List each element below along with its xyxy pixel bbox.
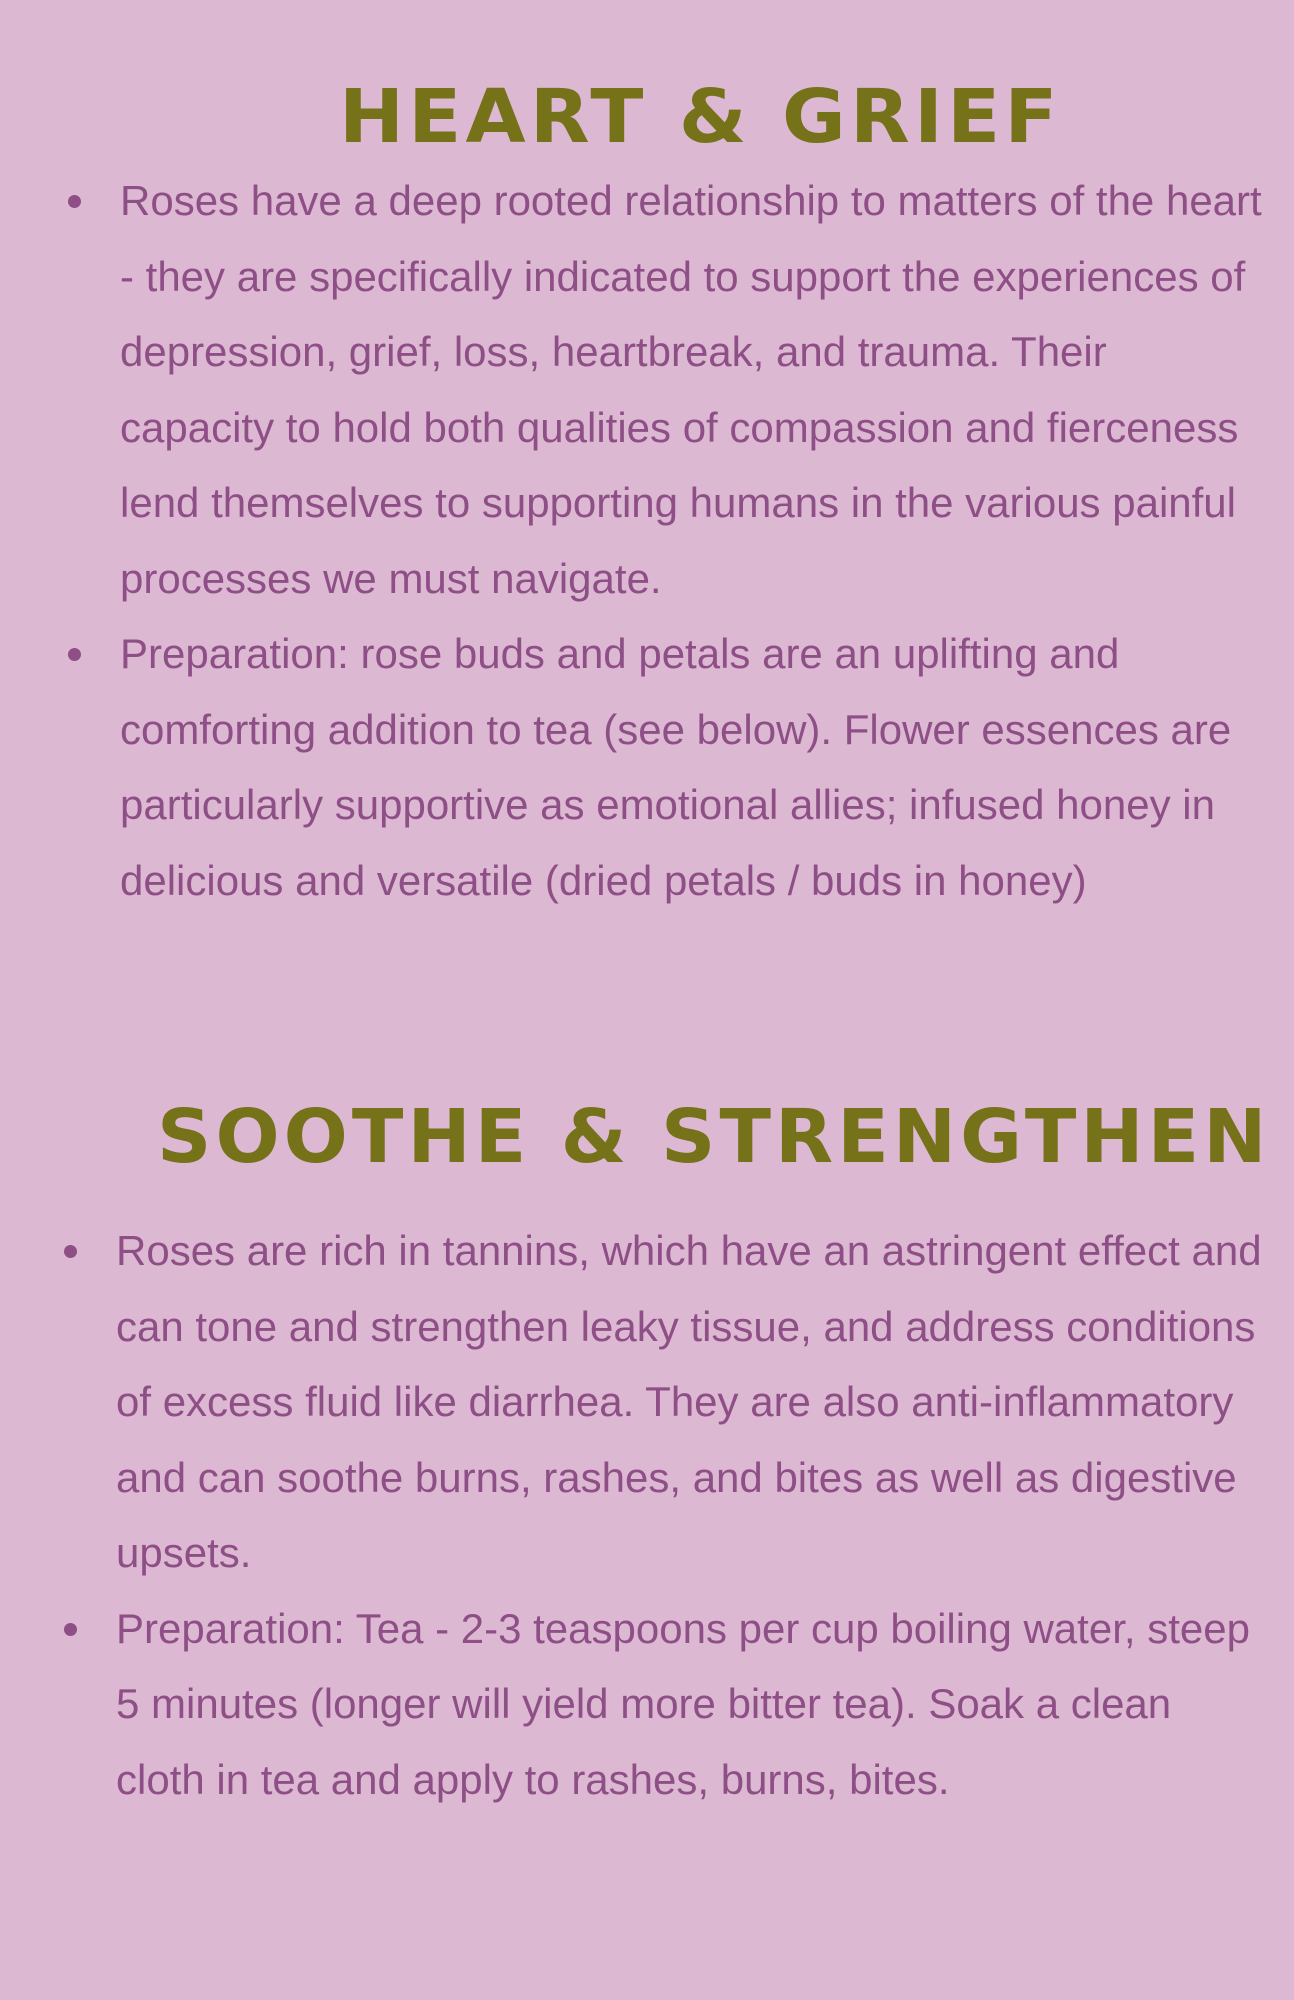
list-item bbox=[62, 163, 1267, 616]
list-item bbox=[62, 616, 1267, 918]
bullet-icon bbox=[64, 1245, 77, 1258]
heart-grief-list bbox=[62, 163, 1267, 918]
bullet-icon bbox=[64, 1623, 77, 1636]
bullet-text: Roses have a deep rooted relationship to matters of the heart - they are specifically indicated to support the experiences of depression, grief, loss, heartbreak, and trauma. Their capacity to hold both qualities of compassion and fierceness lend themselves to supporting humans in the various painful processes we must navigate. bbox=[120, 177, 1262, 602]
bullet-text: Preparation: Tea - 2-3 teaspoons per cup boiling water, steep 5 minutes (longer will yield more bitter tea). Soak a clean cloth in tea and apply to rashes, burns, bites. bbox=[116, 1604, 1250, 1803]
bullet-icon bbox=[68, 195, 81, 208]
list-item bbox=[58, 1213, 1268, 1591]
bullet-icon bbox=[68, 648, 81, 661]
bullet-text: Roses are rich in tannins, which have an astringent effect and can tone and strengthen leaky tissue, and address conditions of excess fluid like diarrhea. They are also anti-inflammatory and can soothe burns, rashes, and bites as well as digestive upsets. bbox=[116, 1227, 1262, 1576]
bullet-text: Preparation: rose buds and petals are an uplifting and comforting addition to tea (see below). Flower essences are particularly supportive as emotional allies; infused honey in delicious and versatile (dried petals / buds in honey) bbox=[120, 630, 1232, 904]
heading-soothe-strengthen: SOOTHE & STRENGTHEN bbox=[157, 1094, 1271, 1180]
soothe-strengthen-list bbox=[58, 1213, 1268, 1817]
list-item bbox=[58, 1591, 1268, 1818]
heading-heart-grief: HEART & GRIEF bbox=[339, 74, 1062, 160]
